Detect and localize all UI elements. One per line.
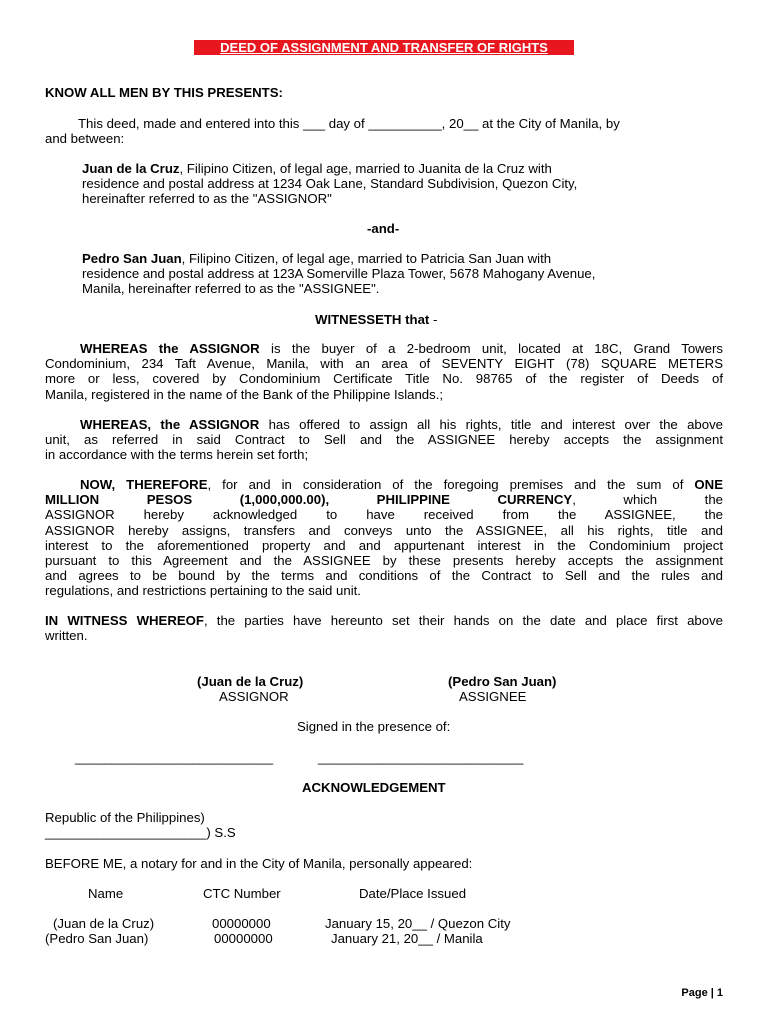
document-title: DEED OF ASSIGNMENT AND TRANSFER OF RIGHTS	[194, 40, 574, 55]
page-number: Page | 1	[681, 987, 723, 999]
intro-line-2: and between:	[45, 131, 125, 146]
witnesseth-heading: WITNESSETH that -	[315, 312, 438, 327]
table-row-1-date: January 15, 20__ / Quezon City	[325, 916, 511, 931]
presence-text: Signed in the presence of:	[297, 719, 451, 734]
before-me-text: BEFORE ME, a notary for and in the City of Manila, personally appeared:	[45, 856, 473, 871]
acknowledgement-heading: ACKNOWLEDGEMENT	[302, 780, 446, 795]
signature-right-name: (Pedro San Juan)	[448, 674, 557, 689]
venue-line-1: Republic of the Philippines)	[45, 810, 205, 825]
table-header-date: Date/Place Issued	[359, 886, 467, 901]
signature-left-name: (Juan de la Cruz)	[197, 674, 304, 689]
assignee-line-2: residence and postal address at 123A Somerville Plaza Tower, 5678 Mahogany Avenue,	[82, 266, 596, 281]
assignee-line-3: Manila, hereinafter referred to as the "ASSIGNEE".	[82, 281, 380, 296]
whereas-paragraph-1: WHEREAS the ASSIGNOR is the buyer of a 2-bedroom unit, located at 18C, Grand Towers Condominium, 234 Taft Avenue, Manila, with an area of SEVENTY EIGHT (78) SQUARE METERS more or less, covered by Condominium Certificate Title No. 98765 of the register of Deeds of Manila, registered in the name of the Bank of the Philippine Islands.;	[45, 341, 723, 402]
assignee-name: Pedro San Juan	[82, 251, 182, 266]
table-row-1-ctc: 00000000	[212, 916, 271, 931]
assignee-line-1: Pedro San Juan, Filipino Citizen, of legal age, married to Patricia San Juan with	[82, 251, 552, 266]
in-witness-paragraph: IN WITNESS WHEREOF, the parties have hereunto set their hands on the date and place first above written.	[45, 613, 723, 644]
assignor-line-1: Juan de la Cruz, Filipino Citizen, of legal age, married to Juanita de la Cruz with	[82, 161, 552, 176]
table-header-name: Name	[88, 886, 124, 901]
know-all-heading: KNOW ALL MEN BY THIS PRESENTS:	[45, 85, 283, 100]
assignor-line-3: hereinafter referred to as the "ASSIGNOR"	[82, 191, 332, 206]
table-row-1-name: (Juan de la Cruz)	[53, 916, 155, 931]
assignor-name: Juan de la Cruz	[82, 161, 180, 176]
table-row-2-ctc: 00000000	[214, 931, 273, 946]
and-separator: -and-	[367, 221, 400, 236]
whereas-paragraph-2: WHEREAS, the ASSIGNOR has offered to assign all his rights, title and interest over the above unit, as referred in said Contract to Sell and the ASSIGNEE hereby accepts the assignment in accordance with the terms herein set forth;	[45, 417, 723, 463]
assignor-line-2: residence and postal address at 1234 Oak Lane, Standard Subdivision, Quezon City,	[82, 176, 578, 191]
witness-line-right: ____________________________	[318, 750, 524, 765]
table-row-2-date: January 21, 20__ / Manila	[331, 931, 483, 946]
signature-right-role: ASSIGNEE	[459, 689, 527, 704]
witness-line-left: ___________________________	[75, 750, 274, 765]
now-therefore-paragraph: NOW, THEREFORE, for and in consideration of the foregoing premises and the sum of ONE MILLION PESOS (1,000,000.00), PHILIPPINE CURRENCY, which the ASSIGNOR hereby acknowledged to have received from the ASSIGNEE, the ASSIGNOR hereby assigns, transfers and conveys unto the ASSIGNEE, all his rights, title and interest to the aforementioned property and and appurtenant interest in the Condominium project pursuant to this Agreement and the ASSIGNEE by these presents hereby accepts the assignment and agrees to be bound by the terms and conditions of the Contract to Sell and the rules and regulations, and restrictions pertaining to the said unit.	[45, 477, 724, 599]
table-row-2-name: (Pedro San Juan)	[45, 931, 149, 946]
intro-line-1: This deed, made and entered into this ___ day of __________, 20__ at the City of Manila, by	[78, 116, 620, 131]
table-header-ctc: CTC Number	[203, 886, 281, 901]
signature-left-role: ASSIGNOR	[219, 689, 289, 704]
venue-line-2: ______________________) S.S	[45, 825, 236, 840]
